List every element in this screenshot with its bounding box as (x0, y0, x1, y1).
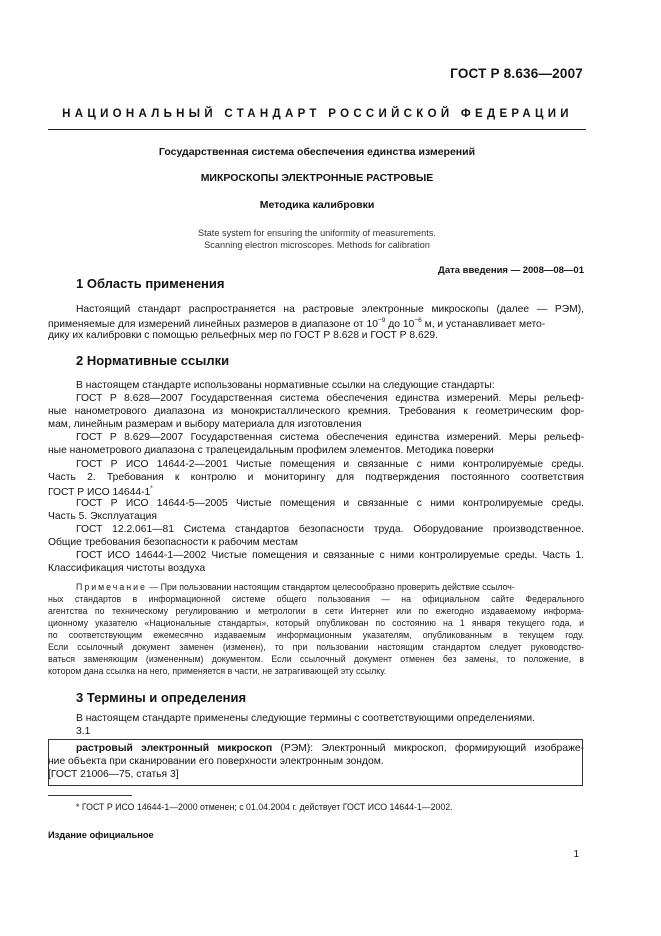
footnote: * ГОСТ Р ИСО 14644-1—2000 отменен; с 01.04.2004 г. действует ГОСТ ИСО 14644-1—2002. (76, 802, 453, 812)
definition-source: [ГОСТ 21006—75, статья 3] (48, 769, 179, 780)
section-1-line-1: Настоящий стандарт распространяется на растровые электронные микроскопы (далее — РЭМ), (76, 304, 584, 315)
term-definition: (РЭМ): Электронный микроскоп, формирующий изображе- (272, 743, 584, 754)
definition-line-1 (76, 743, 584, 754)
section-1-heading: 1 Область применения (76, 276, 225, 291)
note-line-1 (76, 582, 584, 592)
note-line-4: ционному указателю «Национальные стандарты», который опубликован по состоянию на 1 января текущего года, и (48, 618, 584, 628)
effective-date: Дата введения — 2008—08—01 (438, 265, 584, 276)
national-standard-banner: НАЦИОНАЛЬНЫЙ СТАНДАРТ РОССИЙСКОЙ ФЕДЕРАЦИИ (62, 108, 573, 120)
exponent-1: −9 (377, 317, 386, 324)
section-2-line-1: В настоящем стандарте использованы нормативные ссылки на следующие стандарты: (76, 380, 495, 391)
section-3-intro: В настоящем стандарте применены следующие термины с соответствующими определениями. (76, 713, 536, 724)
section-2-line-8: Часть 2. Требования к контролю и мониторингу для подтверждения постоянного соответствия (48, 472, 584, 483)
footnote-mark: * (150, 485, 153, 492)
english-title-line-2: Scanning electron microscopes. Methods for calibration (204, 240, 430, 250)
english-title-line-1: State system for ensuring the uniformity of measurements. (198, 228, 436, 238)
section-2-line-13: Общие требования безопасности к рабочим местам (48, 537, 298, 548)
section-3-heading: 3 Термины и определения (76, 690, 247, 705)
note-line-2: ных стандартов в информационной системе общего пользования — на официальном сайте Федерального (48, 594, 584, 604)
section-2-line-10: ГОСТ Р ИСО 14644-5—2005 Чистые помещения и связанные с ними контролируемые среды. (76, 498, 584, 509)
section-1-line-2 (48, 317, 584, 330)
note-line-7: ваться заменяющим (измененным) документом. Если ссылочный документ отменен без замены, то положение, в (48, 654, 584, 664)
note-label: Примечание (76, 582, 147, 592)
page-number: 1 (573, 849, 579, 860)
section-2-line-15: Классификация чистоты воздуха (48, 563, 206, 574)
definition-line-2: ние объекта при сканировании его поверхности электронным зондом. (48, 756, 384, 767)
section-2-heading: 2 Нормативные ссылки (76, 353, 230, 368)
section-2-line-3: ные нанометрового диапазона из монокристаллического кремния. Требования к геометрическим фор- (48, 406, 584, 417)
subtitle: Методика калибровки (259, 199, 375, 211)
note-line-6: Если ссылочный документ заменен (изменен), то при пользовании настоящим стандартом следует руководство- (48, 642, 584, 652)
system-title: Государственная система обеспечения единства измерений (158, 146, 476, 158)
standard-code: ГОСТ Р 8.636—2007 (450, 66, 583, 81)
range-text-3: м, и устанавливает мето- (424, 319, 546, 330)
exponent-2: −6 (414, 317, 422, 324)
header-divider (48, 129, 586, 130)
note-line-1-text: — При пользовании настоящим стандартом целесообразно проверить действие ссылоч- (149, 582, 515, 592)
range-text-1: применяемые для измерений линейных размеров в диапазоне от 10 (48, 319, 378, 330)
section-2-line-4: мам, линейным размерам и выбору материала для изготовления (48, 419, 362, 430)
note-line-8: котором дана ссылка на него, применяется в части, не затрагивающей эту ссылку. (48, 666, 387, 676)
section-1-line-3: дику их калибровки с помощью рельефных мер по ГОСТ Р 8.628 и ГОСТ Р 8.629. (48, 330, 439, 341)
section-2-line-2: ГОСТ Р 8.628—2007 Государственная система обеспечения единства измерений. Меры рельеф- (76, 393, 584, 404)
note-line-5: по соответствующим ежемесячно издаваемым информационным указателям, опубликованным в текущем году. (48, 630, 584, 640)
note-line-3: агентства по техническому регулированию и метрологии в сети Интернет или по ежегодно издаваемому информа- (48, 606, 584, 616)
main-title: МИКРОСКОПЫ ЭЛЕКТРОННЫЕ РАСТРОВЫЕ (200, 172, 434, 184)
section-2-line-11: Часть 5. Эксплуатация (48, 511, 157, 522)
edition-label: Издание официальное (48, 830, 154, 840)
gost-iso-14644-1-ref: ГОСТ Р ИСО 14644-1 (48, 487, 151, 498)
section-2-line-14: ГОСТ ИСО 14644-1—2002 Чистые помещения и связанные с ними контролируемые среды. Часть 1. (76, 550, 584, 561)
section-2-line-7: ГОСТ Р ИСО 14644-2—2001 Чистые помещения и связанные с ними контролируемые среды. (76, 459, 584, 470)
section-2-line-12: ГОСТ 12.2.061—81 Система стандартов безопасности труда. Оборудование производственное. (76, 524, 584, 535)
item-number: 3.1 (76, 726, 91, 737)
footnote-divider (48, 795, 132, 796)
term: растровый электронный микроскоп (76, 743, 273, 754)
section-2-line-9 (48, 485, 584, 498)
range-text-2: до 10 (388, 319, 415, 330)
section-2-line-6: ные нанометрового диапазона с трапецеидальным профилем элементов. Методика поверки (48, 445, 494, 456)
section-2-line-5: ГОСТ Р 8.629—2007 Государственная система обеспечения единства измерений. Меры рельеф- (76, 432, 584, 443)
